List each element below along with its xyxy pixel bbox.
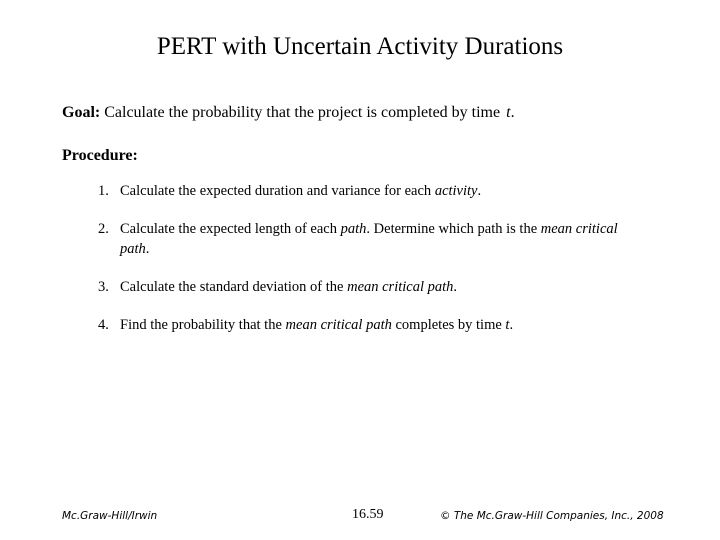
procedure-step [98, 219, 638, 259]
step-emphasis: mean critical path [347, 279, 454, 295]
step-emphasis: activity [434, 183, 478, 199]
slide-title: PERT with Uncertain Activity Durations [156, 33, 564, 60]
step-text-end: . [145, 241, 150, 257]
goal-variable: t [506, 104, 511, 121]
step-text-middle: completes by time [391, 317, 506, 333]
step-text-end: . [509, 317, 514, 333]
step-emphasis: path [340, 221, 367, 237]
step-number: 1. [98, 183, 109, 199]
step-text: Calculate the standard deviation of the [120, 279, 348, 295]
goal-text: Calculate the probability that the project is completed by time [104, 104, 501, 121]
step-number: 3. [98, 279, 109, 295]
footer-copyright: © The Mc.Graw-Hill Companies, Inc., 2008 [440, 510, 664, 522]
step-emphasis-2: mean critical path [120, 221, 618, 257]
footer-page-number: 16.59 [352, 507, 384, 522]
step-text: Calculate the expected length of each [120, 221, 341, 237]
step-number: 2. [98, 221, 109, 237]
step-text-end: . [453, 279, 458, 295]
goal-label: Goal: [62, 104, 101, 121]
step-text: Calculate the expected duration and variance for each [120, 183, 435, 199]
goal-end: . [510, 104, 515, 121]
procedure-steps [98, 181, 638, 335]
procedure-step [98, 181, 638, 201]
footer-publisher: Mc.Graw-Hill/Irwin [62, 510, 158, 522]
step-text-middle: . Determine which path is the [366, 221, 541, 237]
step-text-end: . [477, 183, 482, 199]
step-number: 4. [98, 317, 109, 333]
step-emphasis-2: t [505, 317, 510, 333]
goal-statement [62, 102, 515, 124]
procedure-step [98, 277, 638, 297]
procedure-step [98, 315, 638, 335]
step-emphasis: mean critical path [285, 317, 392, 333]
step-text: Find the probability that the [120, 317, 286, 333]
procedure-heading: Procedure: [62, 147, 138, 164]
